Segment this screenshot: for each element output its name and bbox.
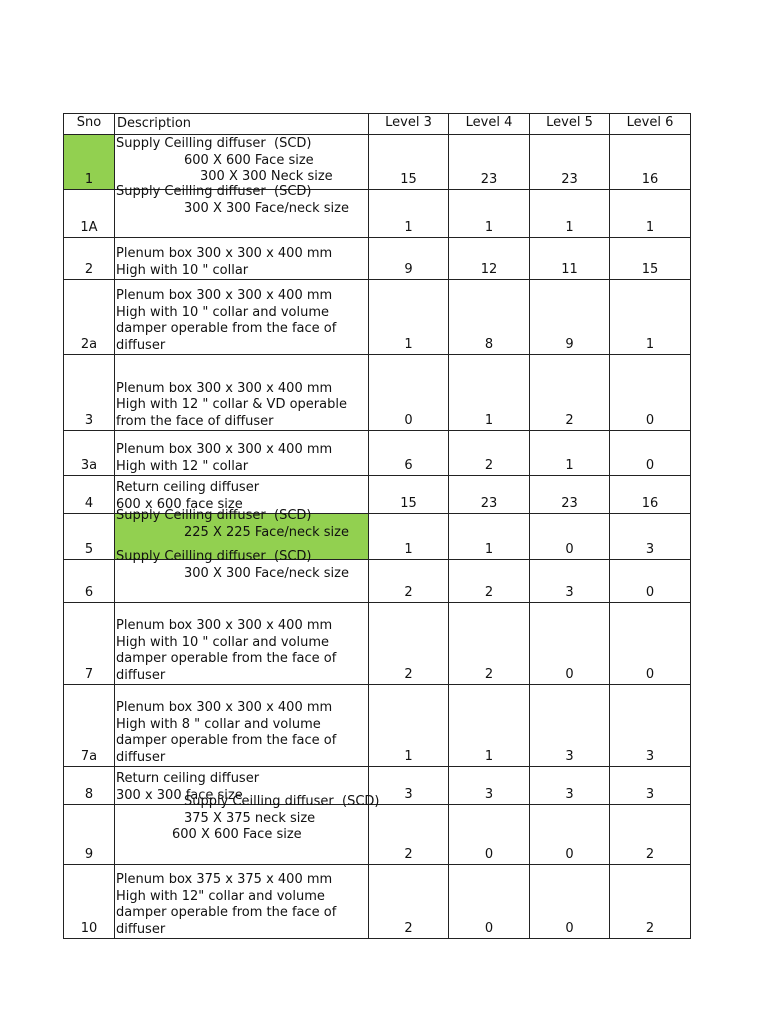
description-line: Plenum box 300 x 300 x 400 mm (116, 246, 333, 261)
header-level-5: Level 5 (530, 114, 610, 135)
level-4-cell: 12 (449, 238, 530, 280)
level-4-cell: 1 (449, 190, 530, 238)
table-row (64, 560, 691, 603)
header-level-3: Level 3 (369, 114, 449, 135)
level-4-cell: 0 (449, 805, 530, 865)
sno-cell: 4 (64, 476, 115, 514)
level-5-cell: 0 (530, 805, 610, 865)
level-3-cell: 3 (369, 767, 449, 805)
table-row (64, 135, 691, 190)
description-cell (115, 685, 369, 767)
level-3-cell: 0 (369, 355, 449, 431)
level-6-cell: 1 (610, 190, 691, 238)
description-line: Supply Ceilling diffuser (SCD) (116, 136, 312, 151)
level-5-cell: 3 (530, 685, 610, 767)
header-sno: Sno (64, 114, 115, 135)
level-3-cell: 6 (369, 431, 449, 476)
description-line: High with 10 " collar (116, 262, 249, 278)
header-level-6: Level 6 (610, 114, 691, 135)
description-line: 300 X 300 Neck size (200, 169, 333, 184)
level-5-cell: 1 (530, 190, 610, 238)
level-4-cell: 23 (449, 476, 530, 514)
level-6-cell: 16 (610, 476, 691, 514)
description-line: 600 x 600 face size (116, 496, 243, 512)
description-line: 300 x 300 face size (116, 787, 243, 803)
description-line: Supply Ceilling diffuser (SCD) (116, 508, 312, 523)
level-3-cell: 1 (369, 190, 449, 238)
level-3-cell: 2 (369, 805, 449, 865)
level-4-cell: 8 (449, 280, 530, 355)
level-4-cell: 1 (449, 514, 530, 560)
description-line: 375 X 375 neck size (184, 810, 316, 826)
sno-cell: 2 (64, 238, 115, 280)
sno-cell: 2a (64, 280, 115, 355)
table-row (64, 280, 691, 355)
header-description: Description (115, 114, 369, 135)
level-6-cell: 0 (610, 431, 691, 476)
description-cell (115, 549, 369, 603)
description-line: Supply Ceilling diffuser (SCD) (116, 184, 312, 199)
description-cell (115, 865, 369, 939)
level-5-cell: 23 (530, 476, 610, 514)
level-3-cell: 1 (369, 514, 449, 560)
sno-cell: 3 (64, 355, 115, 431)
description-line: Supply Ceilling diffuser (SCD) (116, 549, 312, 564)
description-line: Supply Ceilling diffuser (SCD) (184, 794, 380, 809)
description-cell (115, 280, 369, 355)
equipment-schedule-table (63, 113, 691, 939)
description-line: diffuser (116, 337, 166, 353)
level-6-cell: 0 (610, 355, 691, 431)
description-line: diffuser (116, 749, 166, 765)
description-cell (115, 431, 369, 476)
level-4-cell: 2 (449, 431, 530, 476)
level-3-cell: 9 (369, 238, 449, 280)
table-row (64, 603, 691, 685)
table-row (64, 431, 691, 476)
description-cell (115, 135, 369, 190)
description-line: High with 10 " collar and volume (116, 634, 330, 650)
level-5-cell: 9 (530, 280, 610, 355)
description-line: High with 12 " collar & VD operable (116, 397, 347, 412)
description-line: High with 10 " collar and volume (116, 304, 330, 320)
description-line: 300 X 300 Face/neck size (184, 565, 349, 581)
table-row (64, 685, 691, 767)
level-5-cell: 0 (530, 514, 610, 560)
level-6-cell: 2 (610, 865, 691, 939)
description-cell (115, 184, 369, 238)
level-5-cell: 2 (530, 355, 610, 431)
description-line: Plenum box 300 x 300 x 400 mm (116, 442, 333, 457)
description-line: damper operable from the face of (116, 321, 337, 336)
description-line: 600 X 600 Face size (184, 152, 314, 168)
level-4-cell: 2 (449, 603, 530, 685)
level-5-cell: 3 (530, 560, 610, 603)
table-row (64, 805, 691, 865)
description-line: Plenum box 300 x 300 x 400 mm (116, 288, 333, 303)
description-line: 600 X 600 Face size (172, 827, 302, 842)
level-6-cell: 1 (610, 280, 691, 355)
header-row (64, 114, 691, 135)
level-3-cell: 15 (369, 135, 449, 190)
level-4-cell: 23 (449, 135, 530, 190)
table-row (64, 238, 691, 280)
table-row (64, 190, 691, 238)
sno-cell: 10 (64, 865, 115, 939)
sno-cell: 9 (64, 805, 115, 865)
level-6-cell: 3 (610, 685, 691, 767)
level-3-cell: 15 (369, 476, 449, 514)
level-3-cell: 2 (369, 865, 449, 939)
description-line: Return ceiling diffuser (116, 480, 260, 495)
description-line: Plenum box 300 x 300 x 400 mm (116, 618, 333, 633)
level-5-cell: 11 (530, 238, 610, 280)
table-row (64, 865, 691, 939)
description-line: diffuser (116, 921, 166, 937)
level-6-cell: 15 (610, 238, 691, 280)
sno-cell: 5 (64, 514, 115, 560)
description-line: Plenum box 300 x 300 x 400 mm (116, 700, 333, 715)
level-6-cell: 3 (610, 767, 691, 805)
header-level-4: Level 4 (449, 114, 530, 135)
description-line: Return ceiling diffuser (116, 771, 260, 786)
level-4-cell: 1 (449, 355, 530, 431)
level-5-cell: 0 (530, 865, 610, 939)
level-3-cell: 1 (369, 685, 449, 767)
description-line: 225 X 225 Face/neck size (184, 524, 349, 540)
sno-cell: 6 (64, 560, 115, 603)
sno-cell: 3a (64, 431, 115, 476)
description-line: damper operable from the face of (116, 905, 337, 920)
description-cell (115, 355, 369, 431)
description-line: High with 12 " collar (116, 458, 249, 474)
level-3-cell: 1 (369, 280, 449, 355)
table-row (64, 355, 691, 431)
sno-cell: 1 (64, 135, 115, 190)
level-6-cell: 3 (610, 514, 691, 560)
description-line: Plenum box 375 x 375 x 400 mm (116, 872, 333, 887)
sno-cell: 7a (64, 685, 115, 767)
description-line: High with 8 " collar and volume (116, 716, 321, 732)
description-line: damper operable from the face of (116, 651, 337, 666)
level-4-cell: 3 (449, 767, 530, 805)
level-3-cell: 2 (369, 560, 449, 603)
description-line: 300 X 300 Face/neck size (184, 200, 349, 216)
level-6-cell: 16 (610, 135, 691, 190)
description-cell (115, 238, 369, 280)
level-5-cell: 0 (530, 603, 610, 685)
level-4-cell: 0 (449, 865, 530, 939)
description-line: diffuser (116, 667, 166, 683)
description-line: damper operable from the face of (116, 733, 337, 748)
sno-cell: 8 (64, 767, 115, 805)
level-6-cell: 2 (610, 805, 691, 865)
description-line: Plenum box 300 x 300 x 400 mm (116, 380, 333, 396)
level-5-cell: 23 (530, 135, 610, 190)
level-3-cell: 2 (369, 603, 449, 685)
level-5-cell: 1 (530, 431, 610, 476)
level-6-cell: 0 (610, 560, 691, 603)
level-4-cell: 2 (449, 560, 530, 603)
description-cell (115, 603, 369, 685)
sno-cell: 7 (64, 603, 115, 685)
description-line: High with 12" collar and volume (116, 888, 325, 904)
level-5-cell: 3 (530, 767, 610, 805)
sno-cell: 1A (64, 190, 115, 238)
description-line: from the face of diffuser (116, 413, 274, 429)
level-6-cell: 0 (610, 603, 691, 685)
level-4-cell: 1 (449, 685, 530, 767)
